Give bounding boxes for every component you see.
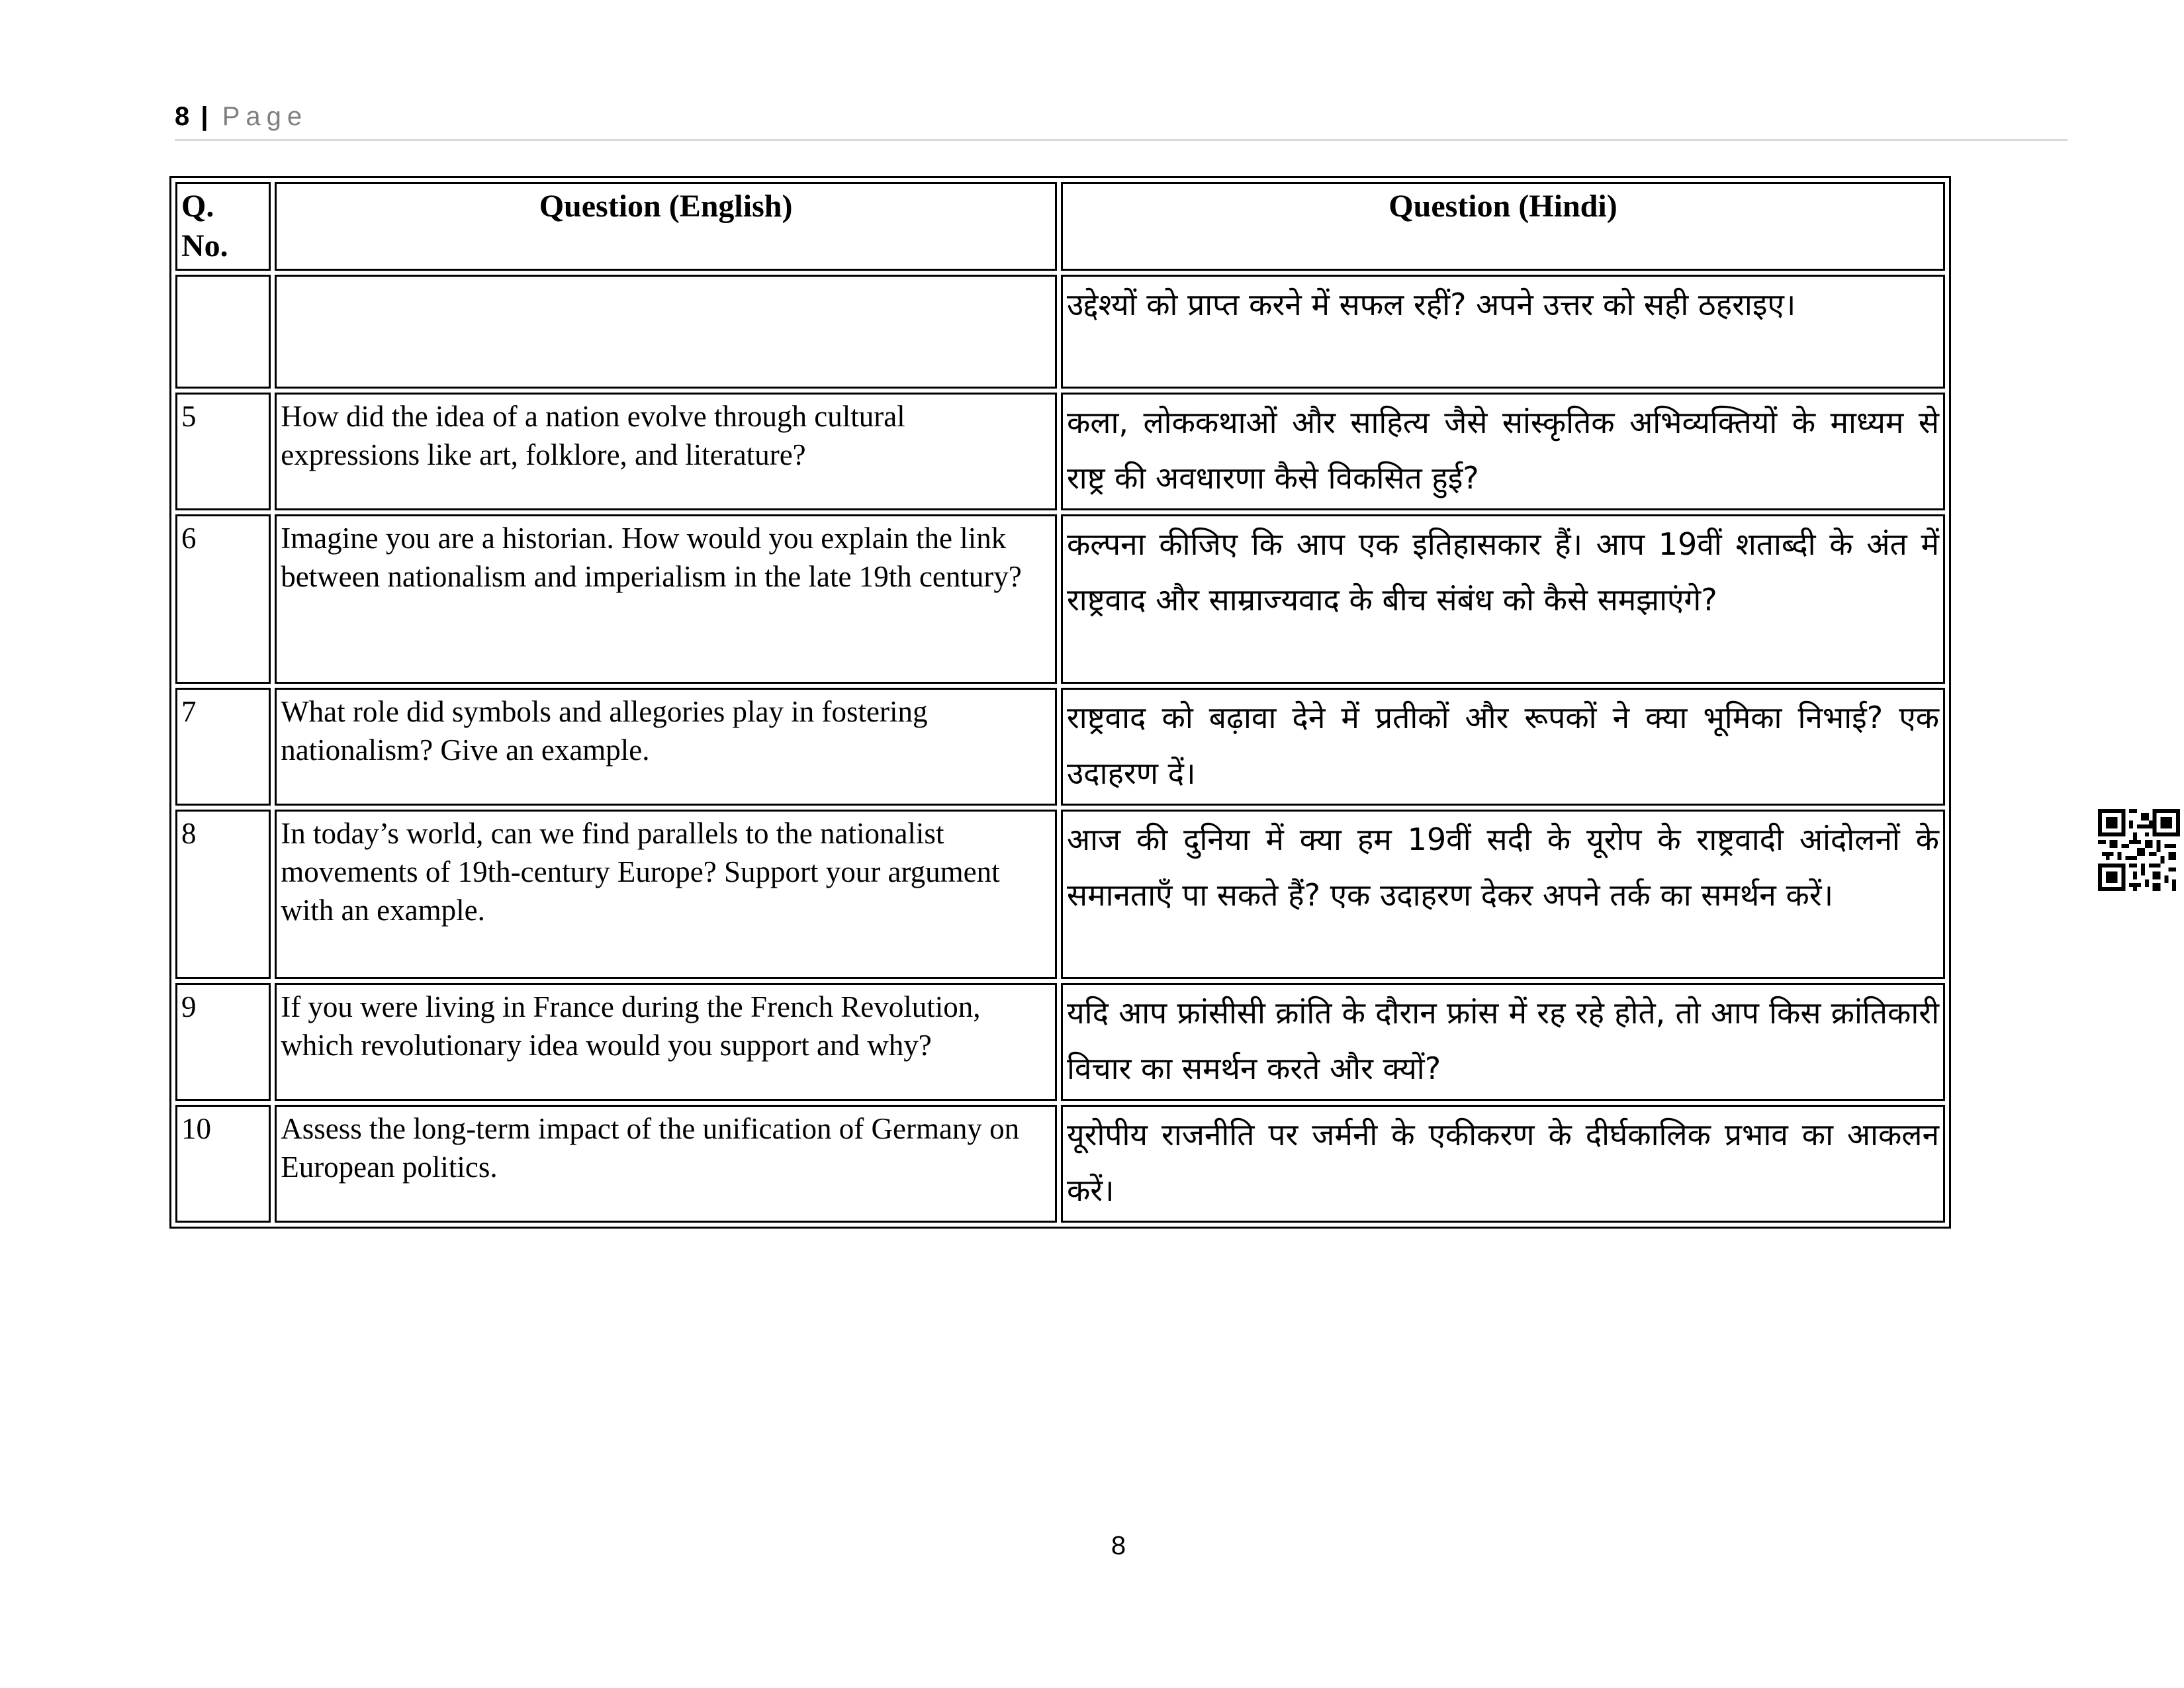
table-row [175, 688, 1945, 806]
hindi-question-cell: आज की दुनिया में क्या हम 19वीं सदी के यूरोप के राष्ट्रवादी आंदोलनों के समानताएँ पा सकते हैं? एक उदाहरण देकर अपने तर्क का समर्थन करें। [1061, 810, 1945, 979]
table-row [175, 810, 1945, 979]
english-question-cell: Assess the long-term impact of the unification of Germany on European politics. [275, 1105, 1057, 1223]
table-row [175, 983, 1945, 1101]
table-row [175, 393, 1945, 510]
header-qno: Q. No. [175, 182, 271, 271]
hindi-question-cell: यूरोपीय राजनीति पर जर्मनी के एकीकरण के दीर्घकालिक प्रभाव का आकलन करें। [1061, 1105, 1945, 1223]
hindi-question-cell: कला, लोककथाओं और साहित्य जैसे सांस्कृतिक अभिव्यक्तियों के माध्यम से राष्ट्र की अवधारणा कैसे विकसित हुई? [1061, 393, 1945, 510]
qno-cell [175, 275, 271, 389]
hindi-question-cell: उद्देश्यों को प्राप्त करने में सफल रहीं? अपने उत्तर को सही ठहराइए। [1061, 275, 1945, 389]
header-separator: | [201, 102, 208, 131]
questions-table [169, 176, 1951, 1229]
english-question-cell: In today’s world, can we find parallels to the nationalist movements of 19th-century Europe? Support your argument with an example. [275, 810, 1057, 979]
header-english: Question (English) [275, 182, 1057, 271]
english-question-cell: Imagine you are a historian. How would you explain the link between nationalism and imperialism in the late 19th century? [275, 514, 1057, 684]
table-row [175, 514, 1945, 684]
header-page-number: 8 [175, 102, 190, 131]
qr-code-icon [2098, 809, 2180, 891]
page-header [175, 99, 2068, 141]
english-question-cell: If you were living in France during the French Revolution, which revolutionary idea would you support and why? [275, 983, 1057, 1101]
english-question-cell [275, 275, 1057, 389]
english-question-cell: What role did symbols and allegories play in fostering nationalism? Give an example. [275, 688, 1057, 806]
qno-cell: 9 [175, 983, 271, 1101]
table-row [175, 275, 1945, 389]
qno-cell: 8 [175, 810, 271, 979]
qno-cell: 5 [175, 393, 271, 510]
hindi-question-cell: यदि आप फ्रांसीसी क्रांति के दौरान फ्रांस में रह रहे होते, तो आप किस क्रांतिकारी विचार का समर्थन करते और क्यों? [1061, 983, 1945, 1101]
table-row [175, 1105, 1945, 1223]
hindi-question-cell: कल्पना कीजिए कि आप एक इतिहासकार हैं। आप 19वीं शताब्दी के अंत में राष्ट्रवाद और साम्राज्यवाद के बीच संबंध को कैसे समझाएंगे? [1061, 514, 1945, 684]
table-header-row [175, 182, 1945, 271]
header-page-label: Page [222, 102, 308, 131]
hindi-question-cell: राष्ट्रवाद को बढ़ावा देने में प्रतीकों और रूपकों ने क्या भूमिका निभाई? एक उदाहरण दें। [1061, 688, 1945, 806]
footer-page-number: 8 [1111, 1531, 1126, 1560]
qno-cell: 7 [175, 688, 271, 806]
qno-cell: 10 [175, 1105, 271, 1223]
qno-cell: 6 [175, 514, 271, 684]
english-question-cell: How did the idea of a nation evolve through cultural expressions like art, folklore, and literature? [275, 393, 1057, 510]
header-hindi: Question (Hindi) [1061, 182, 1945, 271]
